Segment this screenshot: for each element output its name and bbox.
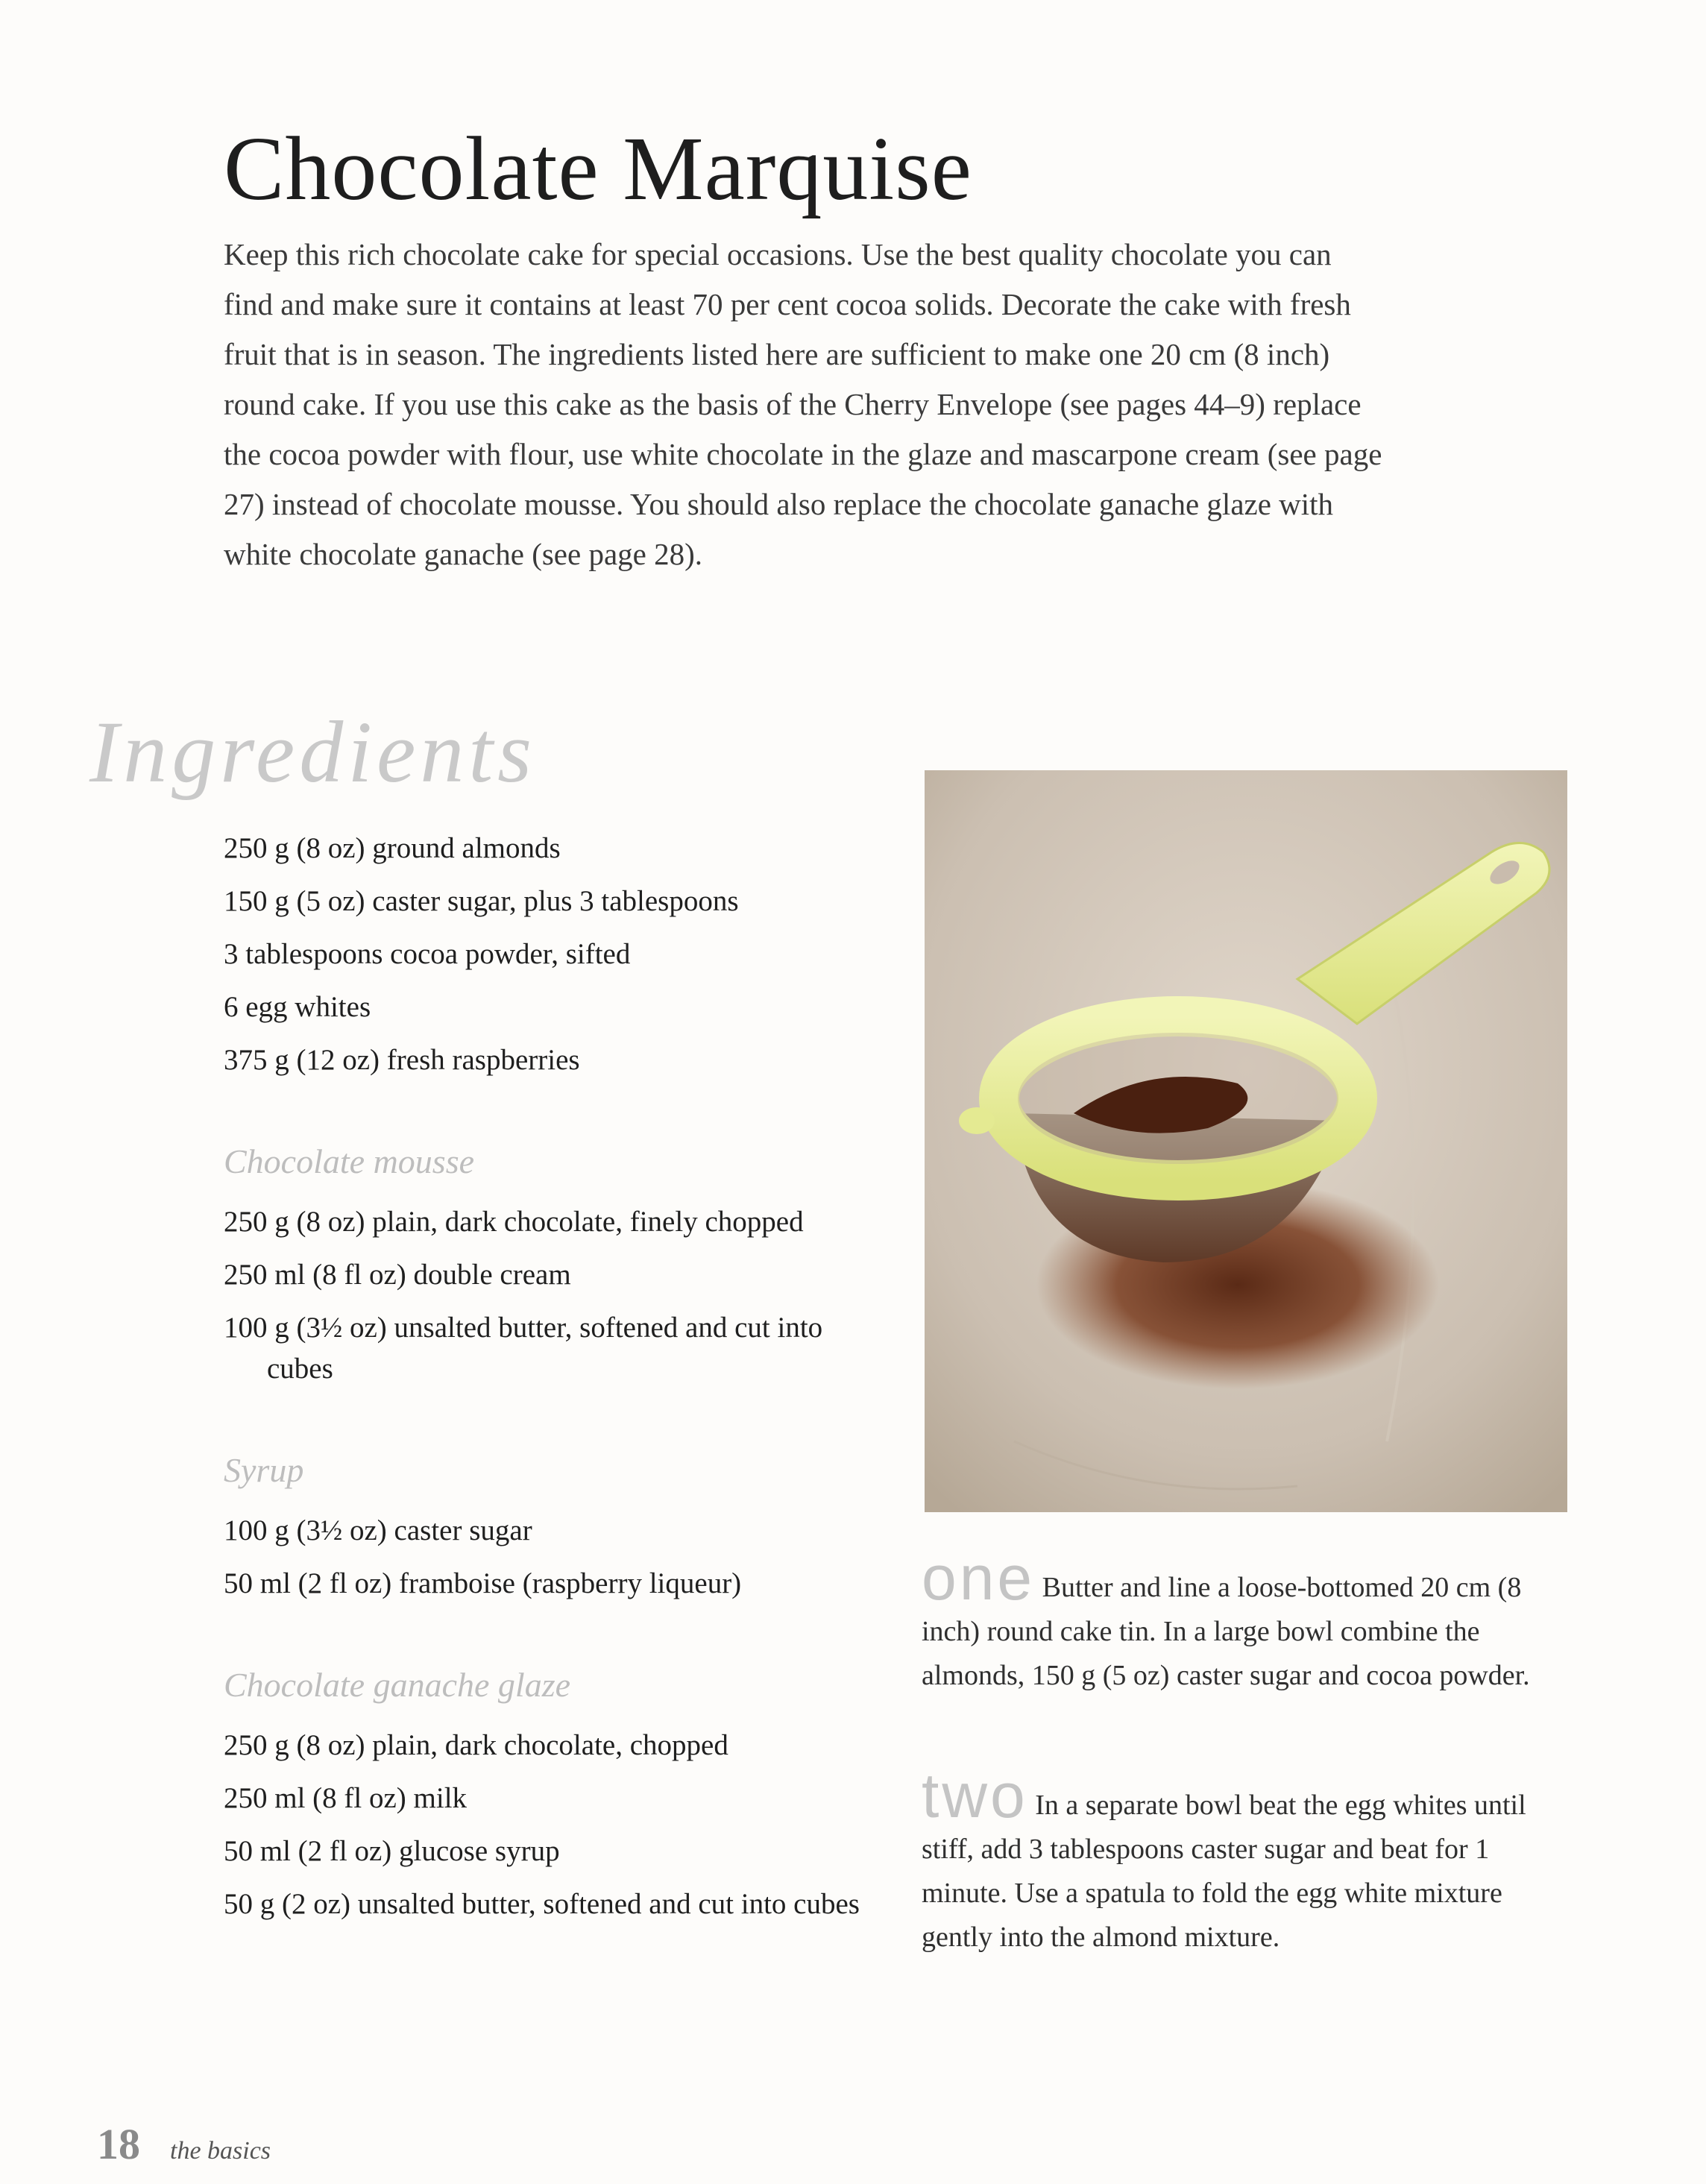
ingredient-item: 6 egg whites — [224, 991, 371, 1023]
ingredient-item: 100 g (3½ oz) caster sugar — [224, 1514, 532, 1546]
ingredient-item: 150 g (5 oz) caster sugar, plus 3 tablespoons — [224, 885, 739, 917]
ingredients-list — [224, 828, 880, 1936]
ingredient-item: 250 ml (8 fl oz) double cream — [224, 1259, 571, 1291]
ingredient-item: 250 g (8 oz) plain, dark chocolate, chopped — [224, 1729, 728, 1761]
ingredient-item: 250 ml (8 fl oz) milk — [224, 1782, 468, 1814]
ingredient-item: 100 g (3½ oz) unsalted butter, softened and cut into cubes — [224, 1312, 823, 1385]
step-two — [922, 1760, 1578, 1960]
glaze-heading: Chocolate ganache glaze — [224, 1666, 571, 1704]
step-one — [922, 1543, 1578, 1698]
ingredient-item: 3 tablespoons cocoa powder, sifted — [224, 938, 631, 970]
recipe-intro: Keep this rich chocolate cake for special occasions. Use the best quality chocolate you can find and make sure it contains at least 70 per cent cocoa solids. Decorate the cake with fresh fruit that is in season. The ingredients listed here are sufficient to make one 20 cm (8 inch) round cake. If you use this cake as the basis of the Cherry Envelope (see pages 44–9) replace the cocoa powder with flour, use white chocolate in the glaze and mascarpone cream (see page 27) instead of chocolate mousse. You should also replace the chocolate ganache glaze with white chocolate ganache (see page 28). — [224, 237, 1382, 571]
recipe-title: Chocolate Marquise — [224, 119, 972, 219]
step-text: In a separate bowl beat the egg whites until stiff, add 3 tablespoons caster sugar and beat for 1 minute. Use a spatula to fold the egg white mixture gently into the almond mixture. — [922, 1790, 1526, 1953]
ingredient-item: 375 g (12 oz) fresh raspberries — [224, 1044, 580, 1076]
mousse-heading: Chocolate mousse — [224, 1142, 475, 1180]
strainer-hook — [959, 1107, 995, 1134]
ingredient-item: 250 g (8 oz) plain, dark chocolate, finely chopped — [224, 1206, 804, 1238]
ingredient-item: 50 g (2 oz) unsalted butter, softened and cut into cubes — [224, 1888, 860, 1920]
step-number: two — [922, 1760, 1028, 1831]
page-footer — [97, 2119, 271, 2169]
ingredient-item: 50 ml (2 fl oz) framboise (raspberry liqueur) — [224, 1567, 742, 1599]
page-number: 18 — [97, 2120, 140, 2168]
section-name: the basics — [170, 2137, 271, 2165]
ingredient-item: 50 ml (2 fl oz) glucose syrup — [224, 1835, 560, 1867]
sieve-illustration — [925, 770, 1567, 1512]
ingredient-item: 250 g (8 oz) ground almonds — [224, 832, 561, 864]
step-text: Butter and line a loose-bottomed 20 cm (8 inch) round cake tin. In a large bowl combine the almonds, 150 g (5 oz) caster sugar and cocoa powder. — [922, 1572, 1530, 1691]
sieve-cocoa-photo — [925, 770, 1567, 1512]
step-number: one — [922, 1543, 1036, 1613]
syrup-heading: Syrup — [224, 1451, 304, 1489]
ingredients-heading: Ingredients — [89, 703, 537, 801]
